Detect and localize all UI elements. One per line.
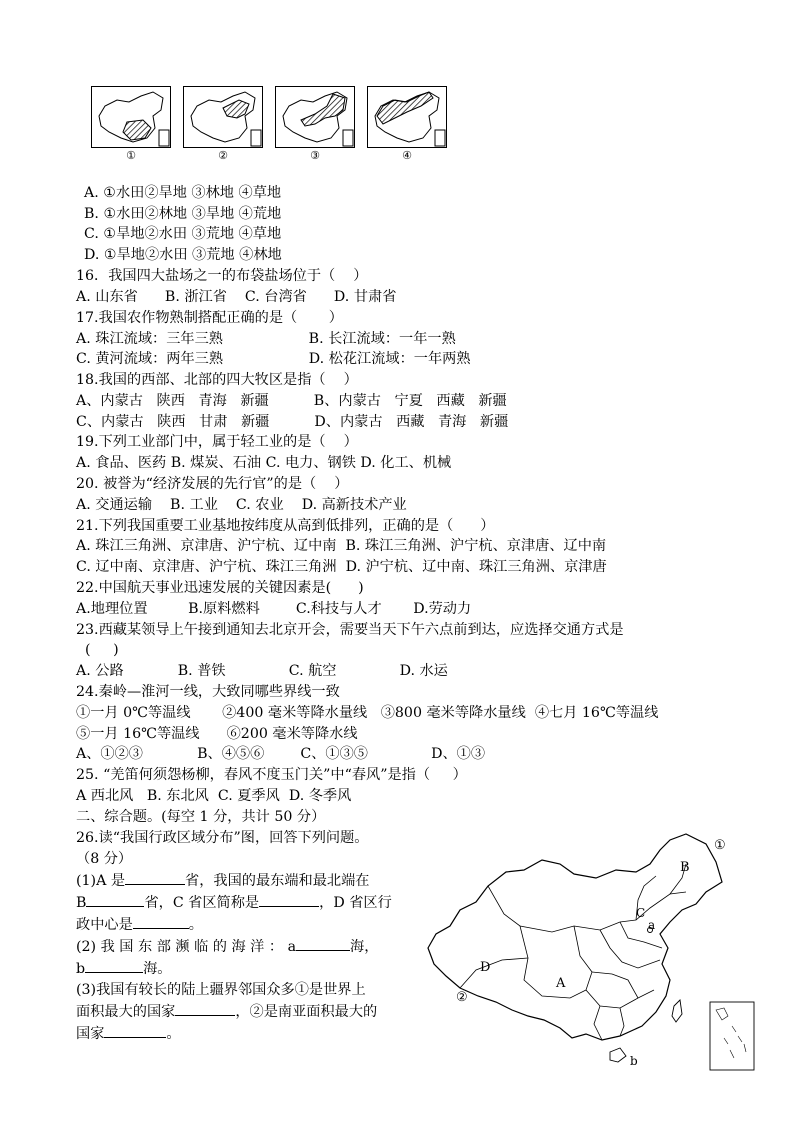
- map-label-b-sea: b: [630, 1054, 638, 1068]
- question-26-part-3-end: 国家 。: [76, 1023, 411, 1045]
- answer-blank[interactable]: [133, 914, 189, 929]
- question-25-stem: 25. “羌笛何须怨杨柳，春风不度玉门关”中“春风”是指（ ）: [76, 767, 467, 783]
- q15-option-b: B. ①水田②林地 ③旱地 ④荒地: [84, 206, 282, 222]
- question-21-stem: 21.下列我国重要工业基地按纬度从高到低排列，正确的是（ ）: [76, 518, 495, 534]
- map-label-a-sea: a: [648, 918, 656, 932]
- question-26-part-1-cont: B 省，C 省区简称是 ，D 省区行: [76, 892, 411, 914]
- question-16-options: A. 山东省 B. 浙江省 C. 台湾省 D. 甘肃省: [76, 289, 397, 305]
- answer-blank[interactable]: [259, 892, 319, 907]
- question-18-options: C、内蒙古 陕西 甘肃 新疆 D、内蒙古 西藏 青海 新疆: [76, 414, 509, 430]
- thumbnail-map-3: [275, 86, 355, 162]
- question-18-stem: 18.我国的西部、北部的四大牧区是指（ ）: [76, 372, 358, 388]
- map-label-circle-2: ②: [456, 990, 468, 1005]
- question-24-options: A、①②③ B、④⑤⑥ C、①③⑤ D、①③: [76, 746, 486, 762]
- china-administrative-map: [424, 830, 770, 1075]
- thumbnail-label: ②: [218, 149, 228, 162]
- q15-option-a: A. ①水田②旱地 ③林地 ④草地: [84, 185, 282, 201]
- q15-map-thumbnails: [91, 86, 447, 162]
- question-26-part-3: (3)我国有较长的陆上疆界邻国众多①是世界上: [76, 982, 366, 998]
- map-label-b: B: [680, 860, 690, 875]
- question-26-block: [76, 828, 411, 1045]
- question-26-part-1: (1)A 是 省，我国的最东端和最北端在: [76, 870, 411, 892]
- question-20-stem: 20. 被誉为“经济发展的先行官”的是（ ）: [76, 476, 349, 492]
- question-26-score: （8 分）: [76, 851, 133, 867]
- question-24-stem: 24.秦岭—淮河一线，大致同哪些界线一致: [76, 684, 340, 700]
- question-23-stem: 23.西藏某领导上午接到通知去北京开会，需要当天下午六点前到达，应选择交通方式是: [76, 622, 624, 638]
- question-22-stem: 22.中国航天事业迅速发展的关键因素是( ): [76, 580, 364, 596]
- q15-option-c: C. ①旱地②水田 ③荒地 ④草地: [84, 226, 282, 242]
- question-24-statements: ⑤一月 16℃等温线 ⑥200 毫米等降水线: [76, 726, 358, 742]
- question-18-options: A、内蒙古 陕西 青海 新疆 B、内蒙古 宁夏 西藏 新疆: [76, 393, 507, 409]
- question-19-stem: 19.下列工业部门中，属于轻工业的是（ ）: [76, 434, 358, 450]
- question-17-options: C. 黄河流域：两年三熟 D. 松花江流域：一年两熟: [76, 351, 471, 367]
- q15-option-d: D. ①旱地②水田 ③荒地 ④林地: [84, 247, 282, 263]
- question-26-part-2: (2) 我 国 东 部 濒 临 的 海 洋 ： a 海，: [76, 936, 411, 958]
- question-26-part-1-end: 政中心是 。: [76, 914, 411, 936]
- question-26-part-3-cont: 面积最大的国家 ，②是南亚面积最大的: [76, 1001, 411, 1023]
- question-24-statements: ①一月 0℃等温线 ②400 毫米等降水量线 ③800 毫米等降水量线 ④七月 16℃等温线: [76, 705, 659, 721]
- map-label-c: C: [636, 906, 646, 920]
- question-20-options: A. 交通运输 B. 工业 C. 农业 D. 高新技术产业: [76, 497, 407, 513]
- question-26-part-2-cont: b 海。: [76, 958, 411, 980]
- answer-blank[interactable]: [296, 936, 350, 951]
- answer-blank[interactable]: [175, 1001, 235, 1016]
- map-label-a: A: [556, 976, 566, 991]
- section-2-title: 二、综合题。(每空 1 分，共计 50 分）: [76, 809, 326, 825]
- thumbnail-map-2: [183, 86, 263, 162]
- question-23-options: A. 公路 B. 普铁 C. 航空 D. 水运: [76, 663, 448, 679]
- question-21-options: A. 珠江三角洲、京津唐、沪宁杭、辽中南 B. 珠江三角洲、沪宁杭、京津唐、辽中南: [76, 538, 607, 554]
- question-22-options: A.地理位置 B.原料燃料 C.科技与人才 D.劳动力: [76, 601, 472, 617]
- thumbnail-label: ④: [402, 149, 412, 162]
- question-23-paren: ( ): [76, 642, 119, 658]
- thumbnail-label: ①: [126, 149, 136, 162]
- question-26-stem: 26.读“我国行政区域分布”图，回答下列问题。: [76, 830, 369, 846]
- question-16-stem: 16．我国四大盐场之一的布袋盐场位于（ ）: [76, 268, 368, 284]
- question-25-options: A 西北风 B. 东北风 C. 夏季风 D. 冬季风: [76, 788, 352, 804]
- map-label-circle-1: ①: [714, 838, 726, 853]
- thumbnail-label: ③: [310, 149, 320, 162]
- thumbnail-map-4: [367, 86, 447, 162]
- answer-blank[interactable]: [104, 1023, 166, 1038]
- question-19-options: A. 食品、医药 B. 煤炭、石油 C. 电力、钢铁 D. 化工、机械: [76, 455, 452, 471]
- question-21-options: C. 辽中南、京津唐、沪宁杭、珠江三角洲 D. 沪宁杭、辽中南、珠江三角洲、京津唐: [76, 559, 607, 575]
- question-17-stem: 17.我国农作物熟制搭配正确的是（ ）: [76, 310, 343, 326]
- answer-blank[interactable]: [85, 958, 143, 973]
- answer-blank[interactable]: [86, 892, 144, 907]
- map-label-d: D: [480, 960, 491, 975]
- answer-blank[interactable]: [125, 870, 185, 885]
- thumbnail-map-1: [91, 86, 171, 162]
- question-17-options: A. 珠江流域：三年三熟 B. 长江流域：一年一熟: [76, 331, 456, 347]
